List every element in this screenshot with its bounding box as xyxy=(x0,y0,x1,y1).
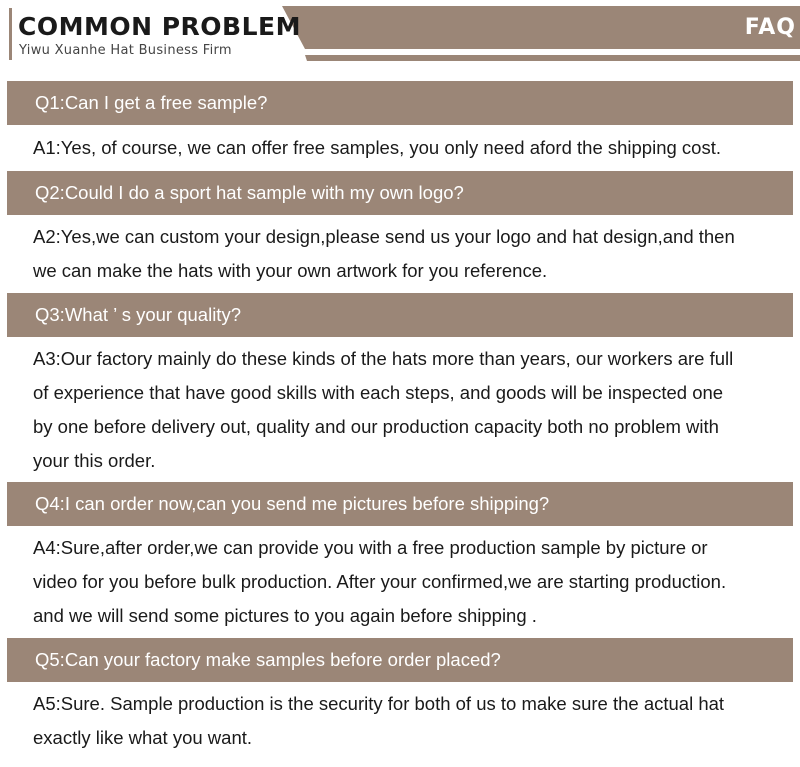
answer-5 xyxy=(33,687,793,755)
answer-line: your this order. xyxy=(33,450,156,471)
answer-line: A1:Yes, of course, we can offer free samples, you only need aford the shipping cost. xyxy=(33,137,721,158)
answer-2 xyxy=(33,220,793,288)
question-bar-1: Q1:Can I get a free sample? xyxy=(7,81,793,125)
answer-line: video for you before bulk production. After your confirmed,we are starting production. xyxy=(33,571,727,592)
company-name: Yiwu Xuanhe Hat Business Firm xyxy=(19,43,232,58)
answer-line: by one before delivery out, quality and our production capacity both no problem with xyxy=(33,416,719,437)
page-title: COMMON PROBLEM xyxy=(18,12,302,41)
answer-4 xyxy=(33,531,793,633)
answer-line: A5:Sure. Sample production is the security for both of us to make sure the actual hat xyxy=(33,693,725,714)
answer-line: of experience that have good skills with each steps, and goods will be inspected one xyxy=(33,382,724,403)
page-header xyxy=(0,0,800,70)
answer-line: A4:Sure,after order,we can provide you with a free production sample by picture or xyxy=(33,537,708,558)
answer-1 xyxy=(33,131,793,165)
answer-line: we can make the hats with your own artwork for you reference. xyxy=(33,260,548,281)
question-bar-3: Q3:What ’ s your quality? xyxy=(7,293,793,337)
question-bar-4: Q4:I can order now,can you send me pictures before shipping? xyxy=(7,482,793,526)
answer-line: and we will send some pictures to you again before shipping . xyxy=(33,605,537,626)
question-bar-2: Q2:Could I do a sport hat sample with my own logo? xyxy=(7,171,793,215)
answer-3 xyxy=(33,342,793,478)
faq-label: FAQ xyxy=(744,15,796,40)
answer-line: A2:Yes,we can custom your design,please send us your logo and hat design,and then xyxy=(33,226,735,247)
question-bar-5: Q5:Can your factory make samples before order placed? xyxy=(7,638,793,682)
answer-line: A3:Our factory mainly do these kinds of the hats more than years, our workers are full xyxy=(33,348,734,369)
answer-line: exactly like what you want. xyxy=(33,727,253,748)
